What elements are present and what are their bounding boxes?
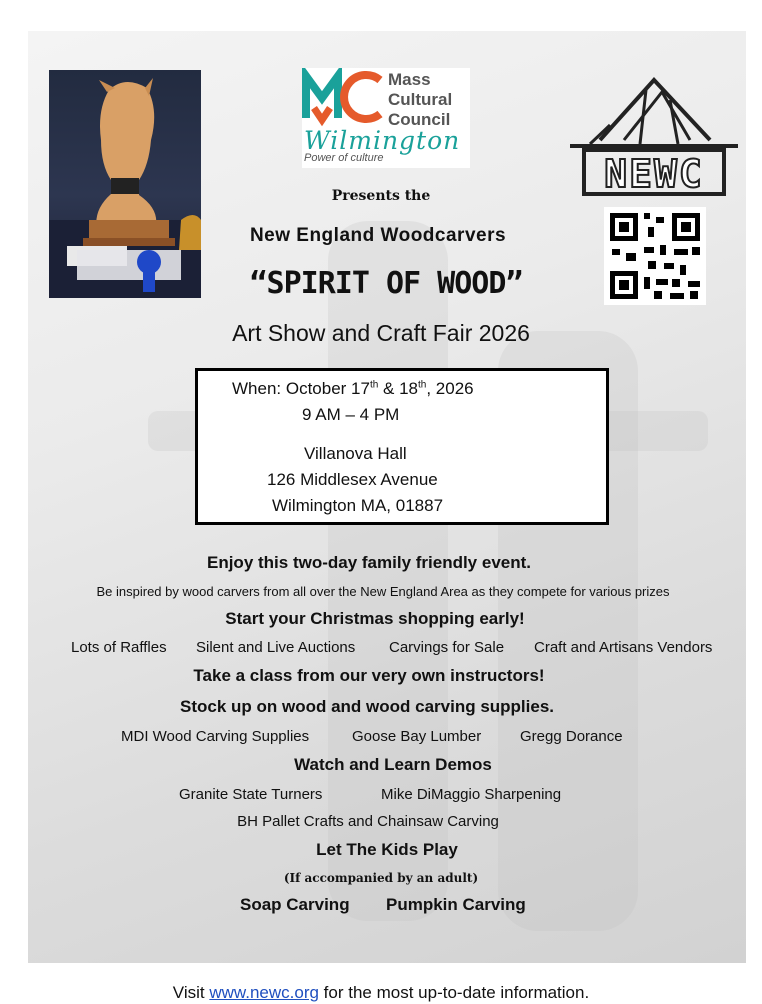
kids-note: (If accompanied by an adult) [283,871,479,885]
event-details-box [195,368,609,525]
demo-item: Mike DiMaggio Sharpening [381,786,562,803]
mcc-script: Wilmington [304,126,461,155]
attraction-item: Craft and Artisans Vendors [534,639,713,656]
enjoy-heading: Enjoy this two-day family friendly event. [206,553,531,572]
kids-heading: Let The Kids Play [316,840,458,859]
newc-text: NEWC [604,152,704,196]
supplier-item: MDI Wood Carving Supplies [121,728,310,745]
supplier-item: Gregg Dorance [520,728,623,745]
kids-activity: Soap Carving [240,895,350,914]
wood-bust-image [49,70,201,298]
venue-name: Villanova Hall [304,444,407,463]
inspired-text: Be inspired by wood carvers from all over the New England Area as they compete for various prizes [96,584,670,599]
carving-photo [49,70,201,298]
event-title: “SPIRIT OF WOOD” [249,266,523,301]
newc-logo [570,70,738,200]
demos-heading: Watch and Learn Demos [294,755,492,774]
mcc-tagline: Power of culture [304,152,384,164]
stock-heading: Stock up on wood and wood carving supplies. [179,697,555,716]
mass-cultural-council-logo [302,68,470,168]
organization-name: New England Woodcarvers [249,225,507,246]
supplier-item: Goose Bay Lumber [352,728,482,745]
attraction-item: Carvings for Sale [389,639,505,656]
venue-street: 126 Middlesex Avenue [267,470,438,489]
venue-city: Wilmington MA, 01887 [272,496,444,515]
mcc-name: Mass Cultural Council [388,70,453,129]
attraction-item: Silent and Live Auctions [196,639,356,656]
website-link[interactable]: www.newc.org [209,983,319,1002]
kids-activity: Pumpkin Carving [386,895,526,914]
demo-item: Granite State Turners [179,786,323,803]
presents-text: Presents the [331,188,431,204]
christmas-heading: Start your Christmas shopping early! [225,609,525,628]
event-time: 9 AM – 4 PM [302,405,400,424]
event-subtitle: Art Show and Craft Fair 2026 [232,320,530,346]
demo-item: BH Pallet Crafts and Chainsaw Carving [237,813,499,830]
footer-text: Visit www.newc.org for the most up-to-date information. [172,983,590,1002]
class-heading: Take a class from our very own instructors! [193,666,545,685]
event-date: When: October 17th & 18th, 2026 [232,379,474,398]
attraction-item: Lots of Raffles [71,639,167,656]
